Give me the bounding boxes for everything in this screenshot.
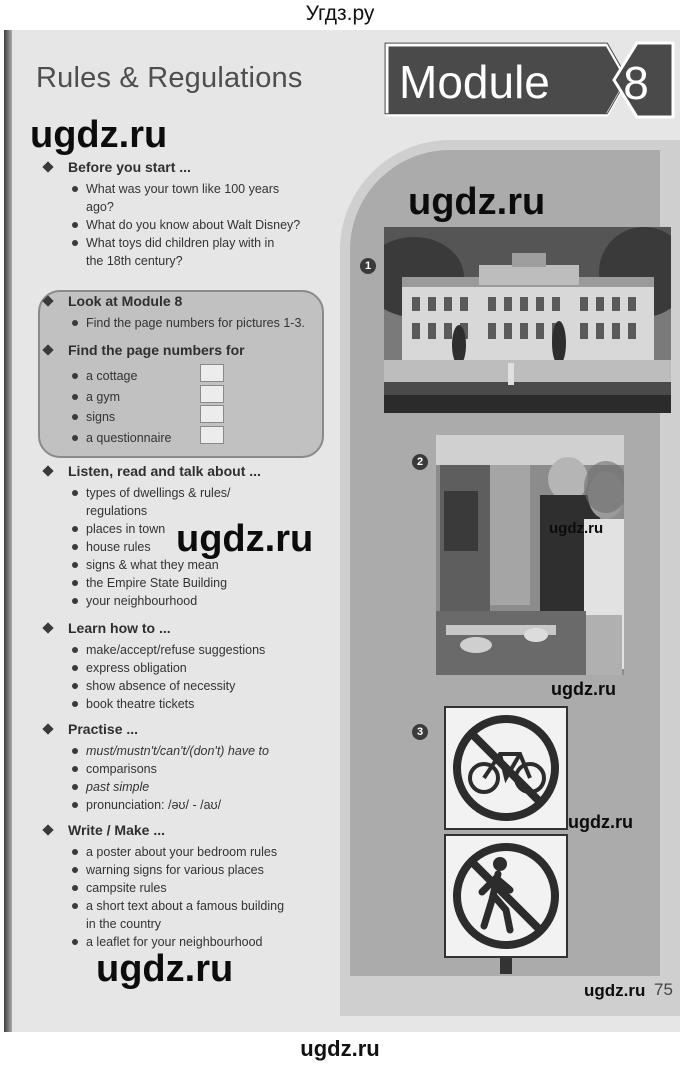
watermark: ugdz.ru: [584, 981, 646, 1000]
bullet-dot-icon: [72, 766, 78, 772]
bullet-dot-icon: [72, 240, 78, 246]
bullet-dot-icon: [72, 885, 78, 891]
diamond-bullet-icon: [42, 295, 53, 306]
section-practise: [42, 720, 336, 814]
section-heading: [42, 158, 336, 177]
list-item: What was your town like 100 years: [42, 180, 336, 198]
list-item: places in town: [42, 520, 336, 538]
section-heading: [42, 462, 336, 481]
list-item: signs & what they mean: [42, 556, 336, 574]
page-number: 75: [654, 980, 673, 999]
bullet-dot-icon: [72, 939, 78, 945]
section-write-make: [42, 821, 336, 951]
no-walking-icon: [444, 834, 568, 958]
list-item-continued: the 18th century?: [86, 254, 183, 268]
heading-text: Find the page numbers for: [68, 342, 245, 358]
list-item: pronunciation: /əʊ/ - /aʊ/: [42, 796, 336, 814]
list-item-continued: ago?: [86, 200, 114, 214]
bullet-dot-icon: [72, 849, 78, 855]
watermark: ugdz.ru: [568, 812, 633, 832]
bullet-dot-icon: [72, 222, 78, 228]
bullet-dot-icon: [72, 683, 78, 689]
module-word: Module: [399, 56, 550, 108]
section-before-you-start: [42, 158, 336, 270]
answer-box[interactable]: [200, 364, 224, 382]
list-item: a questionnaire: [42, 428, 336, 449]
bullet-dot-icon: [72, 394, 78, 400]
watermark: ugdz.ru: [408, 181, 546, 223]
no-cycling-sign: [444, 706, 568, 830]
list-item: express obligation: [42, 659, 336, 677]
bullet-dot-icon: [72, 903, 78, 909]
bullet-dot-icon: [72, 320, 78, 326]
list-item: campsite rules: [42, 879, 336, 897]
heading-text: Learn how to ...: [68, 620, 171, 636]
palace-photo: [384, 227, 671, 413]
list-item-continued: in the country: [86, 917, 162, 931]
list-item: a leaflet for your neighbourhood: [42, 933, 336, 951]
section-heading: [42, 821, 336, 840]
list-item: make/accept/refuse suggestions: [42, 641, 336, 659]
heading-text: Before you start ...: [68, 159, 191, 175]
diamond-bullet-icon: [42, 161, 53, 172]
list-item: show absence of necessity: [42, 677, 336, 695]
watermark: ugdz.ru: [96, 948, 234, 990]
picture-number-3: 3: [412, 724, 428, 740]
couple-cooking-image: [436, 435, 624, 675]
list-item: What do you know about Walt Disney?: [42, 216, 336, 234]
bullet-dot-icon: [72, 414, 78, 420]
section-heading: [42, 619, 336, 638]
site-header-title[interactable]: Угдз.ру: [305, 2, 375, 25]
picture-number-1: 1: [360, 258, 376, 274]
list-item: the Empire State Building: [42, 574, 336, 592]
bullet-dot-icon: [72, 544, 78, 550]
site-footer-title[interactable]: ugdz.ru: [300, 1036, 380, 1061]
picture-number-2: 2: [412, 454, 428, 470]
bullet-dot-icon: [72, 435, 78, 441]
list-item: your neighbourhood: [42, 592, 336, 610]
bullet-dot-icon: [72, 665, 78, 671]
section-look-at-module: [42, 292, 346, 332]
kitchen-photo: [436, 435, 624, 675]
list-item: must/mustn't/can't/(don't) have to: [42, 742, 336, 760]
bullet-dot-icon: [72, 647, 78, 653]
section-learn-how-to: [42, 619, 336, 713]
list-item: house rules: [42, 538, 336, 556]
list-item: comparisons: [42, 760, 336, 778]
bullet-dot-icon: [72, 580, 78, 586]
diamond-bullet-icon: [42, 824, 53, 835]
bullet-dot-icon: [72, 526, 78, 532]
bullet-dot-icon: [72, 867, 78, 873]
list-item-continued: regulations: [86, 504, 148, 518]
bullet-dot-icon: [72, 490, 78, 496]
heading-text: Write / Make ...: [68, 822, 165, 838]
diamond-bullet-icon: [42, 344, 53, 355]
diamond-bullet-icon: [42, 465, 53, 476]
module-badge: [379, 37, 677, 123]
bullet-dot-icon: [72, 802, 78, 808]
book-spine-shadow: [4, 30, 12, 1032]
list-item: a gym: [42, 387, 336, 408]
sign-post: [500, 958, 512, 974]
answer-box[interactable]: [200, 405, 224, 423]
list-item: Find the page numbers for pictures 1-3.: [42, 314, 346, 332]
answer-box[interactable]: [200, 426, 224, 444]
no-pedestrians-sign: [444, 834, 568, 958]
diamond-bullet-icon: [42, 622, 53, 633]
section-heading: [42, 292, 346, 311]
list-item: warning signs for various places: [42, 861, 336, 879]
diamond-bullet-icon: [42, 723, 53, 734]
list-item: signs: [42, 407, 336, 428]
no-bicycle-icon: [444, 706, 568, 830]
bullet-dot-icon: [72, 598, 78, 604]
section-heading: [42, 341, 336, 360]
list-item: What toys did children play with in: [42, 234, 336, 252]
section-find-page-numbers: [42, 341, 336, 448]
watermark: ugdz.ru: [30, 114, 168, 156]
bullet-dot-icon: [72, 373, 78, 379]
watermark: ugdz.ru: [549, 520, 604, 537]
list-item: book theatre tickets: [42, 695, 336, 713]
bullet-dot-icon: [72, 784, 78, 790]
module-number: 8: [623, 57, 649, 109]
heading-text: Practise ...: [68, 721, 139, 737]
watermark: ugdz.ru: [176, 518, 314, 560]
bullet-dot-icon: [72, 748, 78, 754]
section-heading: [42, 720, 336, 739]
bullet-dot-icon: [72, 701, 78, 707]
answer-box[interactable]: [200, 385, 224, 403]
bullet-dot-icon: [72, 562, 78, 568]
heading-text: Listen, read and talk about ...: [68, 463, 261, 479]
list-item: a cottage: [42, 366, 336, 387]
list-item: a short text about a famous building: [42, 897, 336, 915]
bullet-dot-icon: [72, 186, 78, 192]
list-item: past simple: [42, 778, 336, 796]
palace-image: [384, 227, 671, 413]
list-item: a poster about your bedroom rules: [42, 843, 336, 861]
watermark: ugdz.ru: [551, 679, 616, 699]
page-title: Rules & Regulations: [36, 62, 303, 94]
heading-text: Look at Module 8: [68, 293, 183, 309]
list-item: types of dwellings & rules/: [42, 484, 336, 502]
